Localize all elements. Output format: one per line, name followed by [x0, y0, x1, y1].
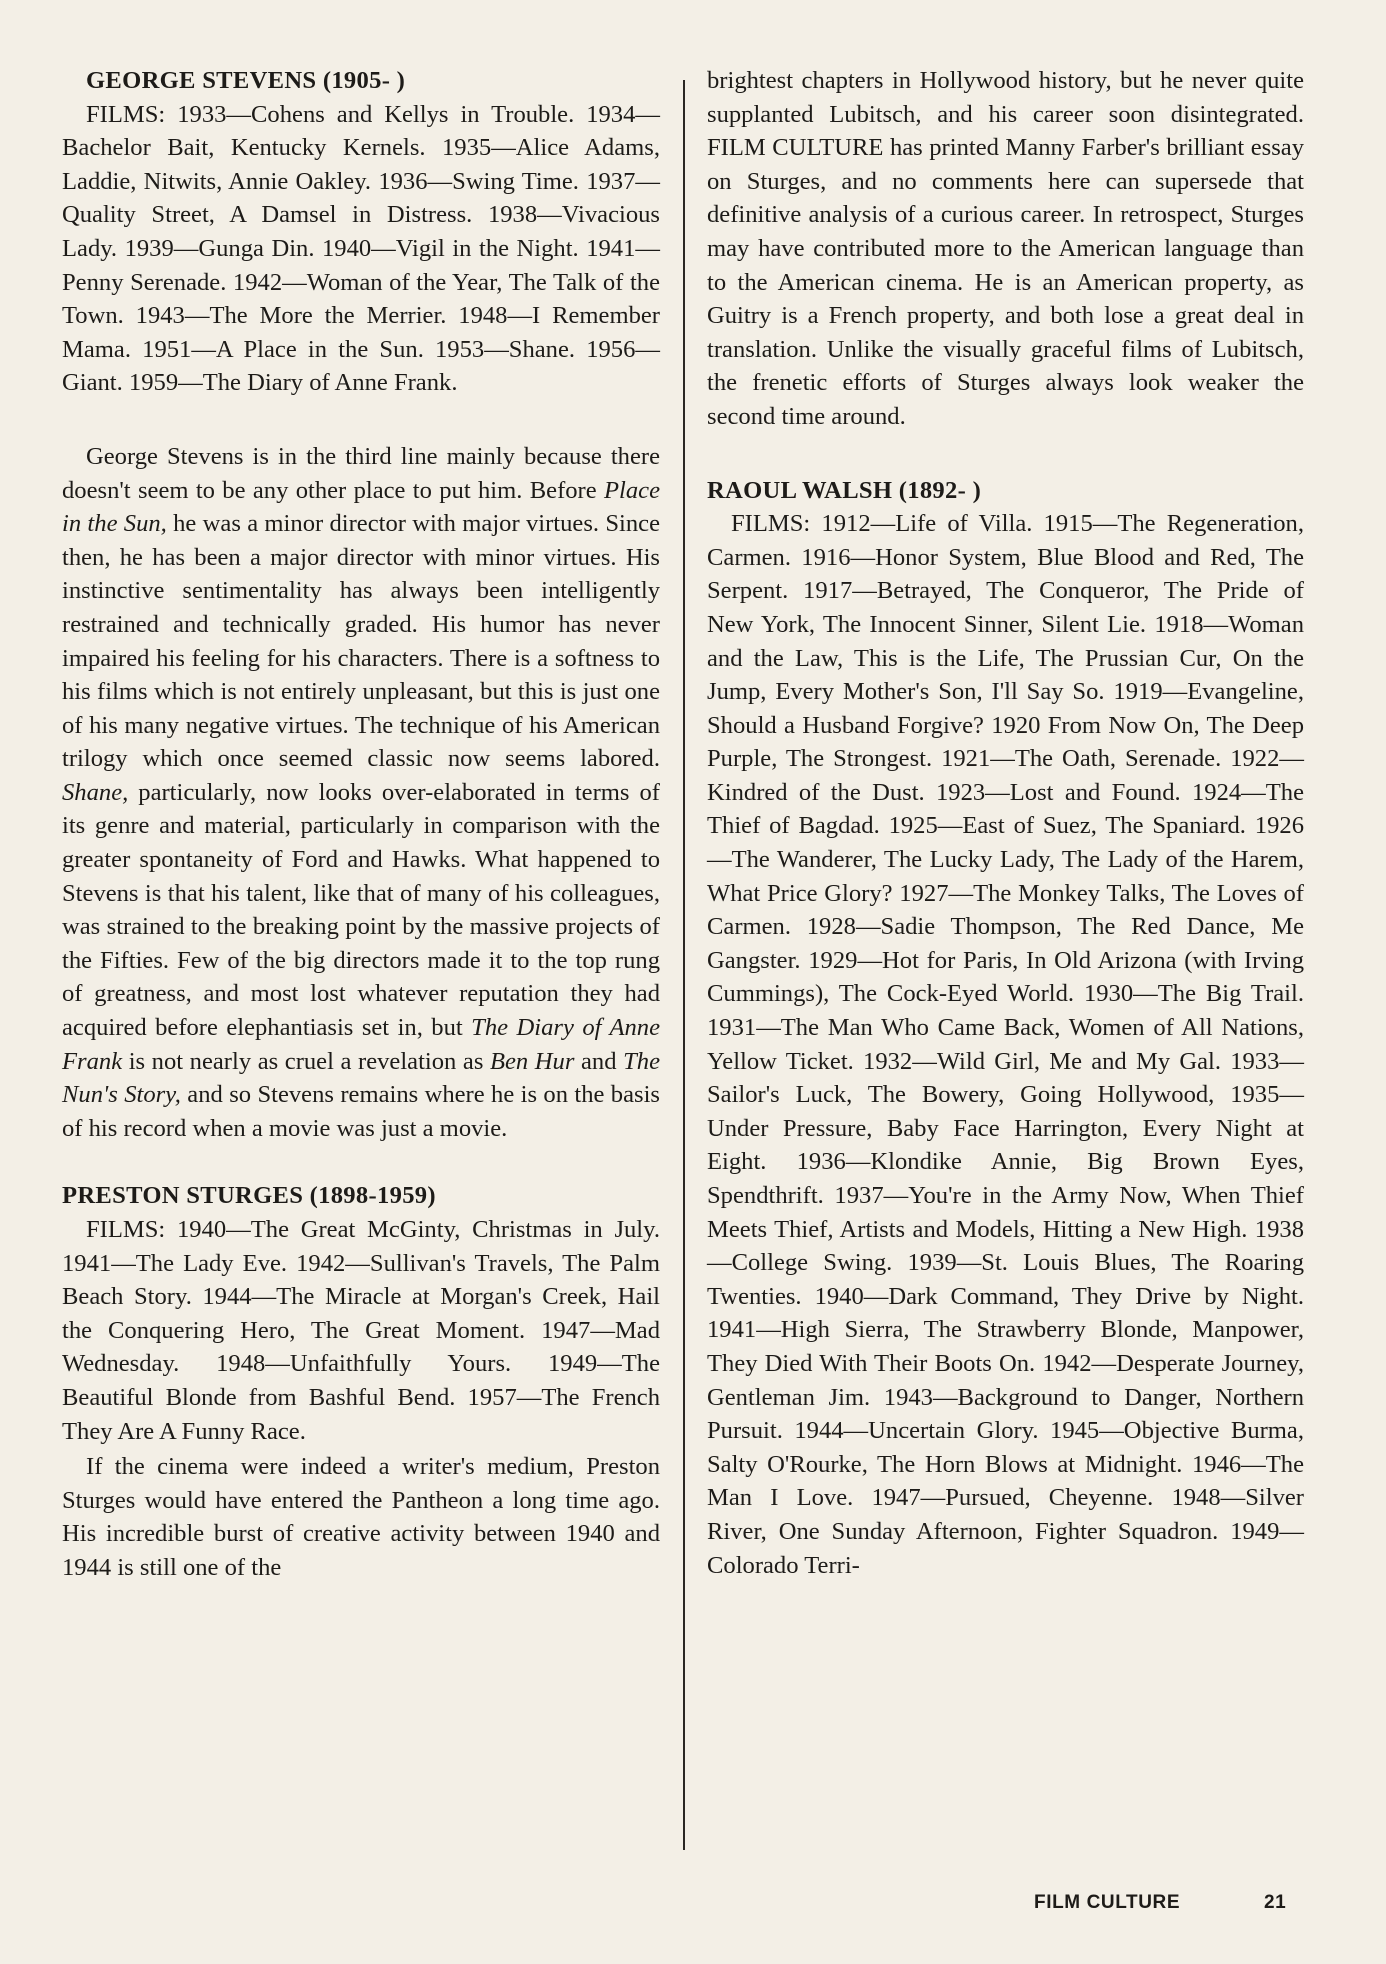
running-footer-title: FILM CULTURE [1034, 1892, 1181, 1913]
film-title: Place in the Sun, [62, 476, 660, 538]
sturges-essay-start: If the cinema were indeed a writer's medium, Preston Sturges would have entered the Pantheon a long time ago. His incredible burst of creative activity between 1940 and 1944 is still one of the [62, 1453, 660, 1581]
essay-text: particularly, now looks over-elaborated in terms of its genre and material, particularly in comparison with the greater spontaneity of Ford and Hawks. What happened to Stevens is that his talent, like that of many of his colleagues, was strained to the breaking point by the massive projects of the Fifties. Few of the big directors made it to the top rung of greatness, and most lost whatever reputation they had acquired before elephantiasis set in, but [62, 778, 660, 1042]
left-column [62, 64, 660, 1585]
stevens-heading: GEORGE STEVENS (1905- ) [86, 67, 406, 94]
essay-text: and so Stevens remains where he is on the basis of his record when a movie was just a movie. [62, 1081, 660, 1142]
sturges-heading: PRESTON STURGES (1898-1959) [62, 1182, 436, 1210]
right-column [707, 64, 1304, 1582]
film-title: The Diary of Anne Frank [62, 1014, 660, 1075]
stevens-filmography: FILMS: 1933—Cohens and Kellys in Trouble. 1934—Bachelor Bait, Kentucky Kernels. 1935—Alice Adams, Laddie, Nitwits, Annie Oakley. 1936—Swing Time. 1937—Quality Street, A Damsel in Distress. 1938—Vivacious Lady. 1939—Gunga Din. 1940—Vigil in the Night. 1941—Penny Serenade. 1942—Woman of the Year, The Talk of the Town. 1943—The More the Merrier. 1948—I Remember Mama. 1951—A Place in the Sun. 1953—Shane. 1956—Giant. 1959—The Diary of Anne Frank. [62, 100, 660, 397]
page-number: 21 [1264, 1892, 1287, 1913]
sturges-essay-continued: brightest chapters in Hollywood history, but he never quite supplanted Lubitsch, and his career soon disintegrated. FILM CULTURE has printed Manny Farber's brilliant essay on Sturges, and no comments here can supersede that definitive analysis of a curious career. In retrospect, Sturges may have contributed more to the American language than to the American cinema. He is an American property, as Guitry is a French property, and both lose a great deal in translation. Unlike the visually graceful films of Lubitsch, the frenetic efforts of Sturges always look weaker the second time around. [707, 67, 1304, 430]
essay-text: is not nearly as cruel a revelation as [122, 1047, 490, 1075]
film-title: The Nun's Story, [62, 1047, 660, 1109]
sturges-filmography: FILMS: 1940—The Great McGinty, Christmas in July. 1941—The Lady Eve. 1942—Sullivan's Travels, The Palm Beach Story. 1944—The Miracle at Morgan's Creek, Hail the Conquering Hero, The Great Moment. 1947—Mad Wednesday. 1948—Unfaithfully Yours. 1949—The Beautiful Blonde from Bashful Bend. 1957—The French They Are A Funny Race. [62, 1216, 660, 1445]
film-title: Ben Hur [489, 1047, 575, 1075]
essay-text: and [574, 1047, 624, 1075]
column-divider [683, 80, 685, 1850]
stevens-essay [62, 440, 660, 1145]
essay-text: he was a minor director with major virtues. Since then, he has been a major director with minor virtues. His instinctive sentimentality has always been intelligently restrained and technically graded. His humor has never impaired his feeling for his characters. There is a softness to his films which is not entirely unpleasant, but this is just one of his many negative virtues. The technique of his American trilogy which once seemed classic now seems labored. [62, 510, 660, 773]
walsh-heading: RAOUL WALSH (1892- ) [707, 476, 982, 504]
film-title: Shane, [62, 778, 129, 806]
walsh-filmography: FILMS: 1912—Life of Villa. 1915—The Regeneration, Carmen. 1916—Honor System, Blue Blood and Red, The Serpent. 1917—Betrayed, The Conqueror, The Pride of New York, The Innocent Sinner, Silent Lie. 1918—Woman and the Law, This is the Life, The Prussian Cur, On the Jump, Every Mother's Son, I'll Say So. 1919—Evangeline, Should a Husband Forgive? 1920 From Now On, The Deep Purple, The Strongest. 1921—The Oath, Serenade. 1922—Kindred of the Dust. 1923—Lost and Found. 1924—The Thief of Bagdad. 1925—East of Suez, The Spaniard. 1926—The Wanderer, The Lucky Lady, The Lady of the Harem, What Price Glory? 1927—The Monkey Talks, The Loves of Carmen. 1928—Sadie Thompson, The Red Dance, Me Gangster. 1929—Hot for Paris, In Old Arizona (with Irving Cummings), The Cock-Eyed World. 1930—The Big Trail. 1931—The Man Who Came Back, Women of All Nations, Yellow Ticket. 1932—Wild Girl, Me and My Gal. 1933—Sailor's Luck, The Bowery, Going Hollywood, 1935—Under Pressure, Baby Face Harrington, Every Night at Eight. 1936—Klondike Annie, Big Brown Eyes, Spendthrift. 1937—You're in the Army Now, When Thief Meets Thief, Artists and Models, Hitting a New High. 1938—College Swing. 1939—St. Louis Blues, The Roaring Twenties. 1940—Dark Command, They Drive by Night. 1941—High Sierra, The Strawberry Blonde, Manpower, They Died With Their Boots On. 1942—Desperate Journey, Gentleman Jim. 1943—Background to Danger, Northern Pursuit. 1944—Uncertain Glory. 1945—Objective Burma, Salty O'Rourke, The Horn Blows at Midnight. 1946—The Man I Love. 1947—Pursued, Cheyenne. 1948—Silver River, One Sunday Afternoon, Fighter Squadron. 1949—Colorado Terri- [707, 510, 1304, 1579]
essay-text: George Stevens is in the third line mainly because there doesn't seem to be any other place to put him. Before [62, 442, 660, 504]
